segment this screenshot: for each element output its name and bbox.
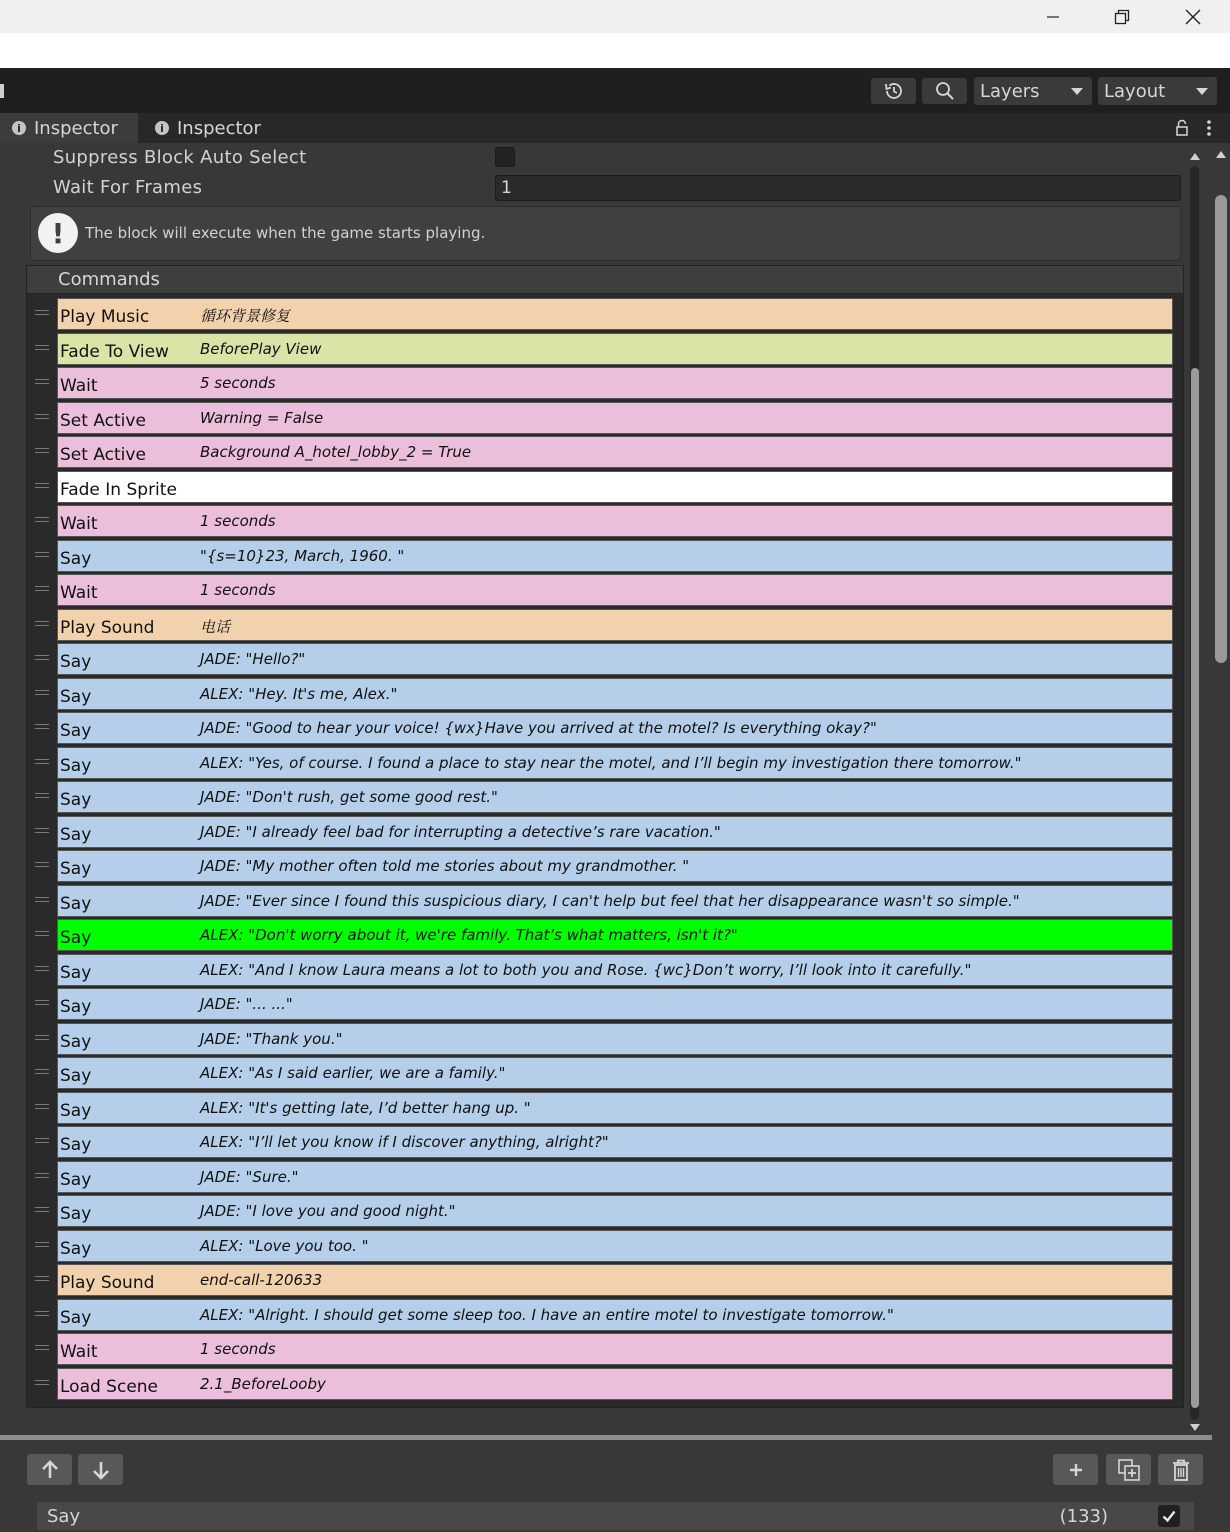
command-summary: 1 seconds — [200, 512, 276, 530]
drag-handle-icon[interactable] — [35, 1311, 49, 1316]
command-row[interactable] — [27, 676, 1183, 711]
command-row[interactable] — [27, 1021, 1183, 1056]
drag-handle-icon[interactable] — [35, 586, 49, 591]
editor-toolbar — [0, 68, 1230, 113]
command-summary: JADE: "I love you and good night." — [200, 1202, 456, 1220]
command-cell[interactable] — [57, 1230, 1173, 1262]
command-row[interactable] — [27, 1055, 1183, 1090]
drag-handle-icon[interactable] — [35, 1104, 49, 1109]
command-row[interactable] — [27, 469, 1183, 504]
scroll-thumb[interactable] — [1191, 368, 1199, 1408]
command-cell[interactable] — [57, 1333, 1173, 1365]
command-row[interactable] — [27, 296, 1183, 331]
command-row[interactable] — [27, 917, 1183, 952]
command-name: Say — [60, 928, 92, 948]
wait-frames-label: Wait For Frames — [53, 177, 203, 198]
selected-command-name: Say — [47, 1506, 81, 1527]
command-name: Say — [60, 1204, 92, 1224]
drag-handle-icon[interactable] — [35, 1138, 49, 1143]
command-row[interactable] — [27, 1159, 1183, 1194]
command-cell[interactable] — [57, 712, 1173, 744]
command-summary: 电话 — [200, 617, 231, 636]
move-up-button[interactable] — [27, 1454, 72, 1485]
command-summary: JADE: "Thank you." — [200, 1029, 343, 1048]
scroll-up-arrow-icon[interactable] — [1190, 152, 1200, 160]
command-summary: 1 seconds — [200, 1340, 276, 1358]
command-count: (133) — [1059, 1506, 1108, 1527]
command-row[interactable] — [27, 952, 1183, 987]
command-cell[interactable] — [57, 678, 1173, 710]
command-toolbar — [0, 1440, 1212, 1532]
tab-inspector-1[interactable] — [0, 113, 138, 143]
command-row[interactable] — [27, 1366, 1183, 1401]
drag-handle-icon[interactable] — [35, 655, 49, 660]
command-name: Wait — [60, 514, 98, 534]
drag-handle-icon[interactable] — [35, 1276, 49, 1281]
command-cell[interactable] — [57, 850, 1173, 882]
command-cell[interactable] — [57, 643, 1173, 675]
command-summary: ALEX: "Hey. It's me, Alex." — [200, 684, 398, 703]
command-cell[interactable] — [57, 988, 1173, 1020]
command-name: Say — [60, 1135, 92, 1155]
window-titlebar — [0, 0, 1230, 33]
command-summary: JADE: "My mother often told me stories about my grandmother. " — [200, 857, 690, 875]
scroll-thumb[interactable] — [1215, 195, 1227, 663]
drag-handle-icon[interactable] — [35, 1207, 49, 1212]
drag-handle-icon[interactable] — [35, 1069, 49, 1074]
drag-handle-icon[interactable] — [35, 483, 49, 488]
drag-handle-icon[interactable] — [35, 379, 49, 384]
command-summary: ALEX: "It's getting late, I’d better hang up. " — [200, 1098, 531, 1117]
command-cell[interactable] — [57, 540, 1173, 572]
command-name: Say — [60, 686, 92, 707]
command-cell[interactable] — [57, 402, 1173, 434]
command-name: Say — [60, 1066, 92, 1086]
drag-handle-icon[interactable] — [35, 448, 49, 453]
search-icon — [934, 80, 956, 102]
command-row[interactable] — [27, 1193, 1183, 1228]
drag-handle-icon[interactable] — [35, 517, 49, 522]
tab-label: Inspector — [34, 117, 118, 139]
commands-panel — [26, 265, 1184, 1408]
minimize-button[interactable] — [1030, 0, 1076, 33]
command-name: Play Music — [60, 307, 150, 327]
command-cell[interactable] — [57, 1161, 1173, 1193]
command-row[interactable] — [27, 641, 1183, 676]
suppress-block-label: Suppress Block Auto Select — [53, 147, 307, 168]
drag-handle-icon[interactable] — [35, 414, 49, 419]
lock-icon[interactable] — [1175, 119, 1189, 137]
history-icon — [883, 80, 905, 102]
command-summary: ALEX: "I’ll let you know if I discover anything, alright?" — [200, 1133, 609, 1151]
command-cell[interactable] — [57, 1023, 1173, 1055]
layout-label: Layout — [1104, 80, 1166, 102]
close-button[interactable] — [1170, 0, 1216, 33]
plus-icon — [1067, 1461, 1085, 1479]
drag-handle-icon[interactable] — [35, 1035, 49, 1040]
command-name: Set Active — [60, 410, 146, 431]
command-row[interactable] — [27, 503, 1183, 538]
trash-icon — [1170, 1458, 1192, 1482]
tab-inspector-2[interactable] — [142, 113, 282, 143]
suppress-block-checkbox[interactable] — [495, 147, 515, 167]
command-cell[interactable] — [57, 471, 1173, 503]
command-summary: JADE: "Ever since I found this suspicious diary, I can't help but feel that her disappearance wasn't so simple." — [200, 891, 1020, 910]
command-summary: ALEX: "Alright. I should get some sleep too. I have an entire motel to investigate tomorrow." — [200, 1305, 894, 1324]
command-name: Say — [60, 755, 92, 776]
inspector-tabbar — [0, 113, 1230, 143]
command-name: Wait — [60, 1342, 98, 1362]
command-summary: 1 seconds — [200, 581, 276, 599]
command-row[interactable] — [27, 607, 1183, 642]
command-cell[interactable] — [57, 1299, 1173, 1331]
drag-handle-icon[interactable] — [35, 1000, 49, 1005]
command-cell[interactable] — [57, 1195, 1173, 1227]
drag-handle-icon[interactable] — [35, 931, 49, 936]
command-name: Fade In Sprite — [60, 479, 177, 500]
more-options-icon[interactable] — [1204, 119, 1214, 137]
wait-frames-input[interactable]: 1 — [495, 175, 1181, 201]
command-name: Say — [60, 652, 92, 672]
drag-handle-icon[interactable] — [35, 724, 49, 729]
drag-handle-icon[interactable] — [35, 966, 49, 971]
command-cell[interactable] — [57, 574, 1173, 606]
command-row[interactable] — [27, 572, 1183, 607]
warning-exclamation-icon: ! — [38, 213, 78, 253]
arrow-up-icon — [39, 1459, 61, 1481]
command-name: Say — [60, 1307, 92, 1328]
layout-dropdown[interactable] — [1098, 77, 1217, 105]
command-summary: ALEX: "Love you too. " — [200, 1236, 369, 1255]
command-name: Say — [60, 1238, 92, 1259]
arrow-down-icon — [90, 1459, 112, 1481]
command-name: Say — [60, 1031, 92, 1052]
command-cell[interactable] — [57, 885, 1173, 917]
chevron-down-icon — [1196, 88, 1208, 95]
command-row[interactable] — [27, 1090, 1183, 1125]
command-row[interactable] — [27, 779, 1183, 814]
drag-handle-icon[interactable] — [35, 1345, 49, 1350]
command-name: Wait — [60, 376, 98, 396]
move-down-button[interactable] — [78, 1454, 123, 1485]
command-summary: Background A_hotel_lobby_2 = True — [200, 443, 472, 461]
command-summary: JADE: "... ..." — [200, 995, 293, 1013]
drag-handle-icon[interactable] — [35, 897, 49, 902]
maximize-button[interactable] — [1099, 0, 1145, 33]
drag-handle-icon[interactable] — [35, 862, 49, 867]
command-summary: Warning = False — [200, 408, 324, 427]
duplicate-icon — [1117, 1458, 1141, 1482]
command-summary: JADE: "Hello?" — [200, 650, 306, 668]
command-cell[interactable] — [57, 298, 1173, 330]
chevron-down-icon — [1071, 88, 1083, 95]
command-cell[interactable] — [57, 1057, 1173, 1089]
commands-list — [27, 296, 1183, 1400]
command-name: Fade To View — [60, 341, 169, 362]
command-row[interactable] — [27, 710, 1183, 745]
drag-handle-icon[interactable] — [35, 552, 49, 557]
command-row[interactable] — [27, 400, 1183, 435]
command-row[interactable] — [27, 538, 1183, 573]
drag-handle-icon[interactable] — [35, 1173, 49, 1178]
command-summary: JADE: "I already feel bad for interrupting a detective’s rare vacation." — [200, 822, 721, 841]
command-summary: ALEX: "As I said earlier, we are a family." — [200, 1064, 506, 1082]
drag-handle-icon[interactable] — [35, 621, 49, 626]
command-cell[interactable] — [57, 1264, 1173, 1296]
command-row[interactable] — [27, 1124, 1183, 1159]
command-name: Say — [60, 1169, 92, 1190]
command-summary: end-call-120633 — [200, 1271, 323, 1289]
command-row[interactable] — [27, 814, 1183, 849]
command-summary: JADE: "Sure." — [200, 1167, 299, 1186]
command-cell[interactable] — [57, 609, 1173, 641]
duplicate-command-button[interactable] — [1106, 1454, 1151, 1485]
drag-handle-icon[interactable] — [35, 310, 49, 315]
command-name: Load Scene — [60, 1376, 159, 1397]
command-summary: ALEX: "Don't worry about it, we're family. That’s what matters, isn't it?" — [200, 926, 738, 944]
command-name: Say — [60, 721, 92, 741]
help-text: The block will execute when the game starts playing. — [85, 224, 486, 242]
drag-handle-icon[interactable] — [35, 793, 49, 798]
add-command-button[interactable] — [1053, 1454, 1098, 1485]
command-name: Say — [60, 790, 92, 810]
drag-handle-icon[interactable] — [35, 828, 49, 833]
search-button[interactable] — [922, 78, 967, 104]
command-summary: ALEX: "Yes, of course. I found a place to stay near the motel, and I’ll begin my investigation there tomorrow." — [200, 753, 1022, 772]
command-name: Set Active — [60, 445, 146, 465]
scroll-down-arrow-icon[interactable] — [1190, 1424, 1200, 1432]
command-name: Play Sound — [60, 617, 155, 638]
scroll-up-arrow-icon[interactable] — [1216, 150, 1226, 158]
commands-scrollbar[interactable] — [1187, 148, 1205, 1438]
help-box — [30, 206, 1181, 261]
inspector-scrollbar[interactable] — [1213, 148, 1230, 1438]
command-row[interactable] — [27, 745, 1183, 780]
command-summary: 5 seconds — [200, 374, 276, 392]
history-button[interactable] — [871, 78, 916, 104]
command-row[interactable] — [27, 1228, 1183, 1263]
drag-handle-icon[interactable] — [35, 690, 49, 695]
delete-command-button[interactable] — [1158, 1454, 1203, 1485]
command-selector[interactable] — [37, 1502, 1194, 1530]
drag-handle-icon[interactable] — [35, 1380, 49, 1385]
command-summary: 2.1_BeforeLooby — [200, 1374, 326, 1393]
command-cell[interactable] — [57, 747, 1173, 779]
info-icon: i — [155, 121, 169, 135]
command-name: Say — [60, 997, 92, 1017]
command-row[interactable] — [27, 848, 1183, 883]
command-cell[interactable] — [57, 816, 1173, 848]
drag-handle-icon[interactable] — [35, 1242, 49, 1247]
command-cell[interactable] — [57, 781, 1173, 813]
command-cell[interactable] — [57, 367, 1173, 399]
command-summary: JADE: "Don't rush, get some good rest." — [200, 788, 498, 806]
command-row[interactable] — [27, 1331, 1183, 1366]
command-summary: JADE: "Good to hear your voice! {wx}Have you arrived at the motel? Is everything okay?" — [200, 719, 877, 737]
command-name: Play Sound — [60, 1273, 155, 1293]
drag-handle-icon[interactable] — [35, 345, 49, 350]
command-summary: 循环背景修复 — [200, 307, 291, 325]
info-icon: i — [12, 121, 26, 135]
commands-header: Commands — [27, 266, 1183, 294]
command-cell[interactable] — [57, 1092, 1173, 1124]
menu-bar — [0, 33, 1230, 68]
command-row[interactable] — [27, 986, 1183, 1021]
command-row[interactable] — [27, 365, 1183, 400]
command-cell[interactable] — [57, 919, 1173, 951]
command-cell[interactable] — [57, 1126, 1173, 1158]
command-cell[interactable] — [57, 954, 1173, 986]
restore-icon — [1114, 9, 1130, 25]
tab-label: Inspector — [177, 117, 261, 139]
close-icon — [1185, 9, 1201, 25]
layers-label: Layers — [980, 80, 1040, 102]
layers-dropdown[interactable] — [974, 77, 1092, 105]
command-name: Say — [60, 962, 92, 983]
command-row[interactable] — [27, 1262, 1183, 1297]
command-name: Say — [60, 824, 92, 845]
command-name: Say — [60, 548, 92, 569]
checkmark-icon — [1161, 1508, 1177, 1524]
command-row[interactable] — [27, 1297, 1183, 1332]
command-row[interactable] — [27, 331, 1183, 366]
command-row[interactable] — [27, 883, 1183, 918]
command-summary: BeforePlay View — [200, 339, 322, 358]
command-name: Say — [60, 1100, 92, 1121]
command-summary: ALEX: "And I know Laura means a lot to both you and Rose. {wc}Don’t worry, I’ll look into it carefully." — [200, 960, 972, 979]
command-name: Wait — [60, 583, 98, 603]
minimize-icon — [1046, 10, 1060, 24]
panel-edge-marker — [0, 84, 4, 98]
command-cell[interactable] — [57, 505, 1173, 537]
command-cell[interactable] — [57, 333, 1173, 365]
command-name: Say — [60, 859, 92, 879]
command-summary: "{s=10}23, March, 1960. " — [200, 546, 405, 565]
command-cell[interactable] — [57, 1368, 1173, 1400]
enabled-checkbox[interactable] — [1158, 1505, 1180, 1527]
command-cell[interactable] — [57, 436, 1173, 468]
command-name: Say — [60, 893, 92, 914]
drag-handle-icon[interactable] — [35, 759, 49, 764]
command-row[interactable] — [27, 434, 1183, 469]
